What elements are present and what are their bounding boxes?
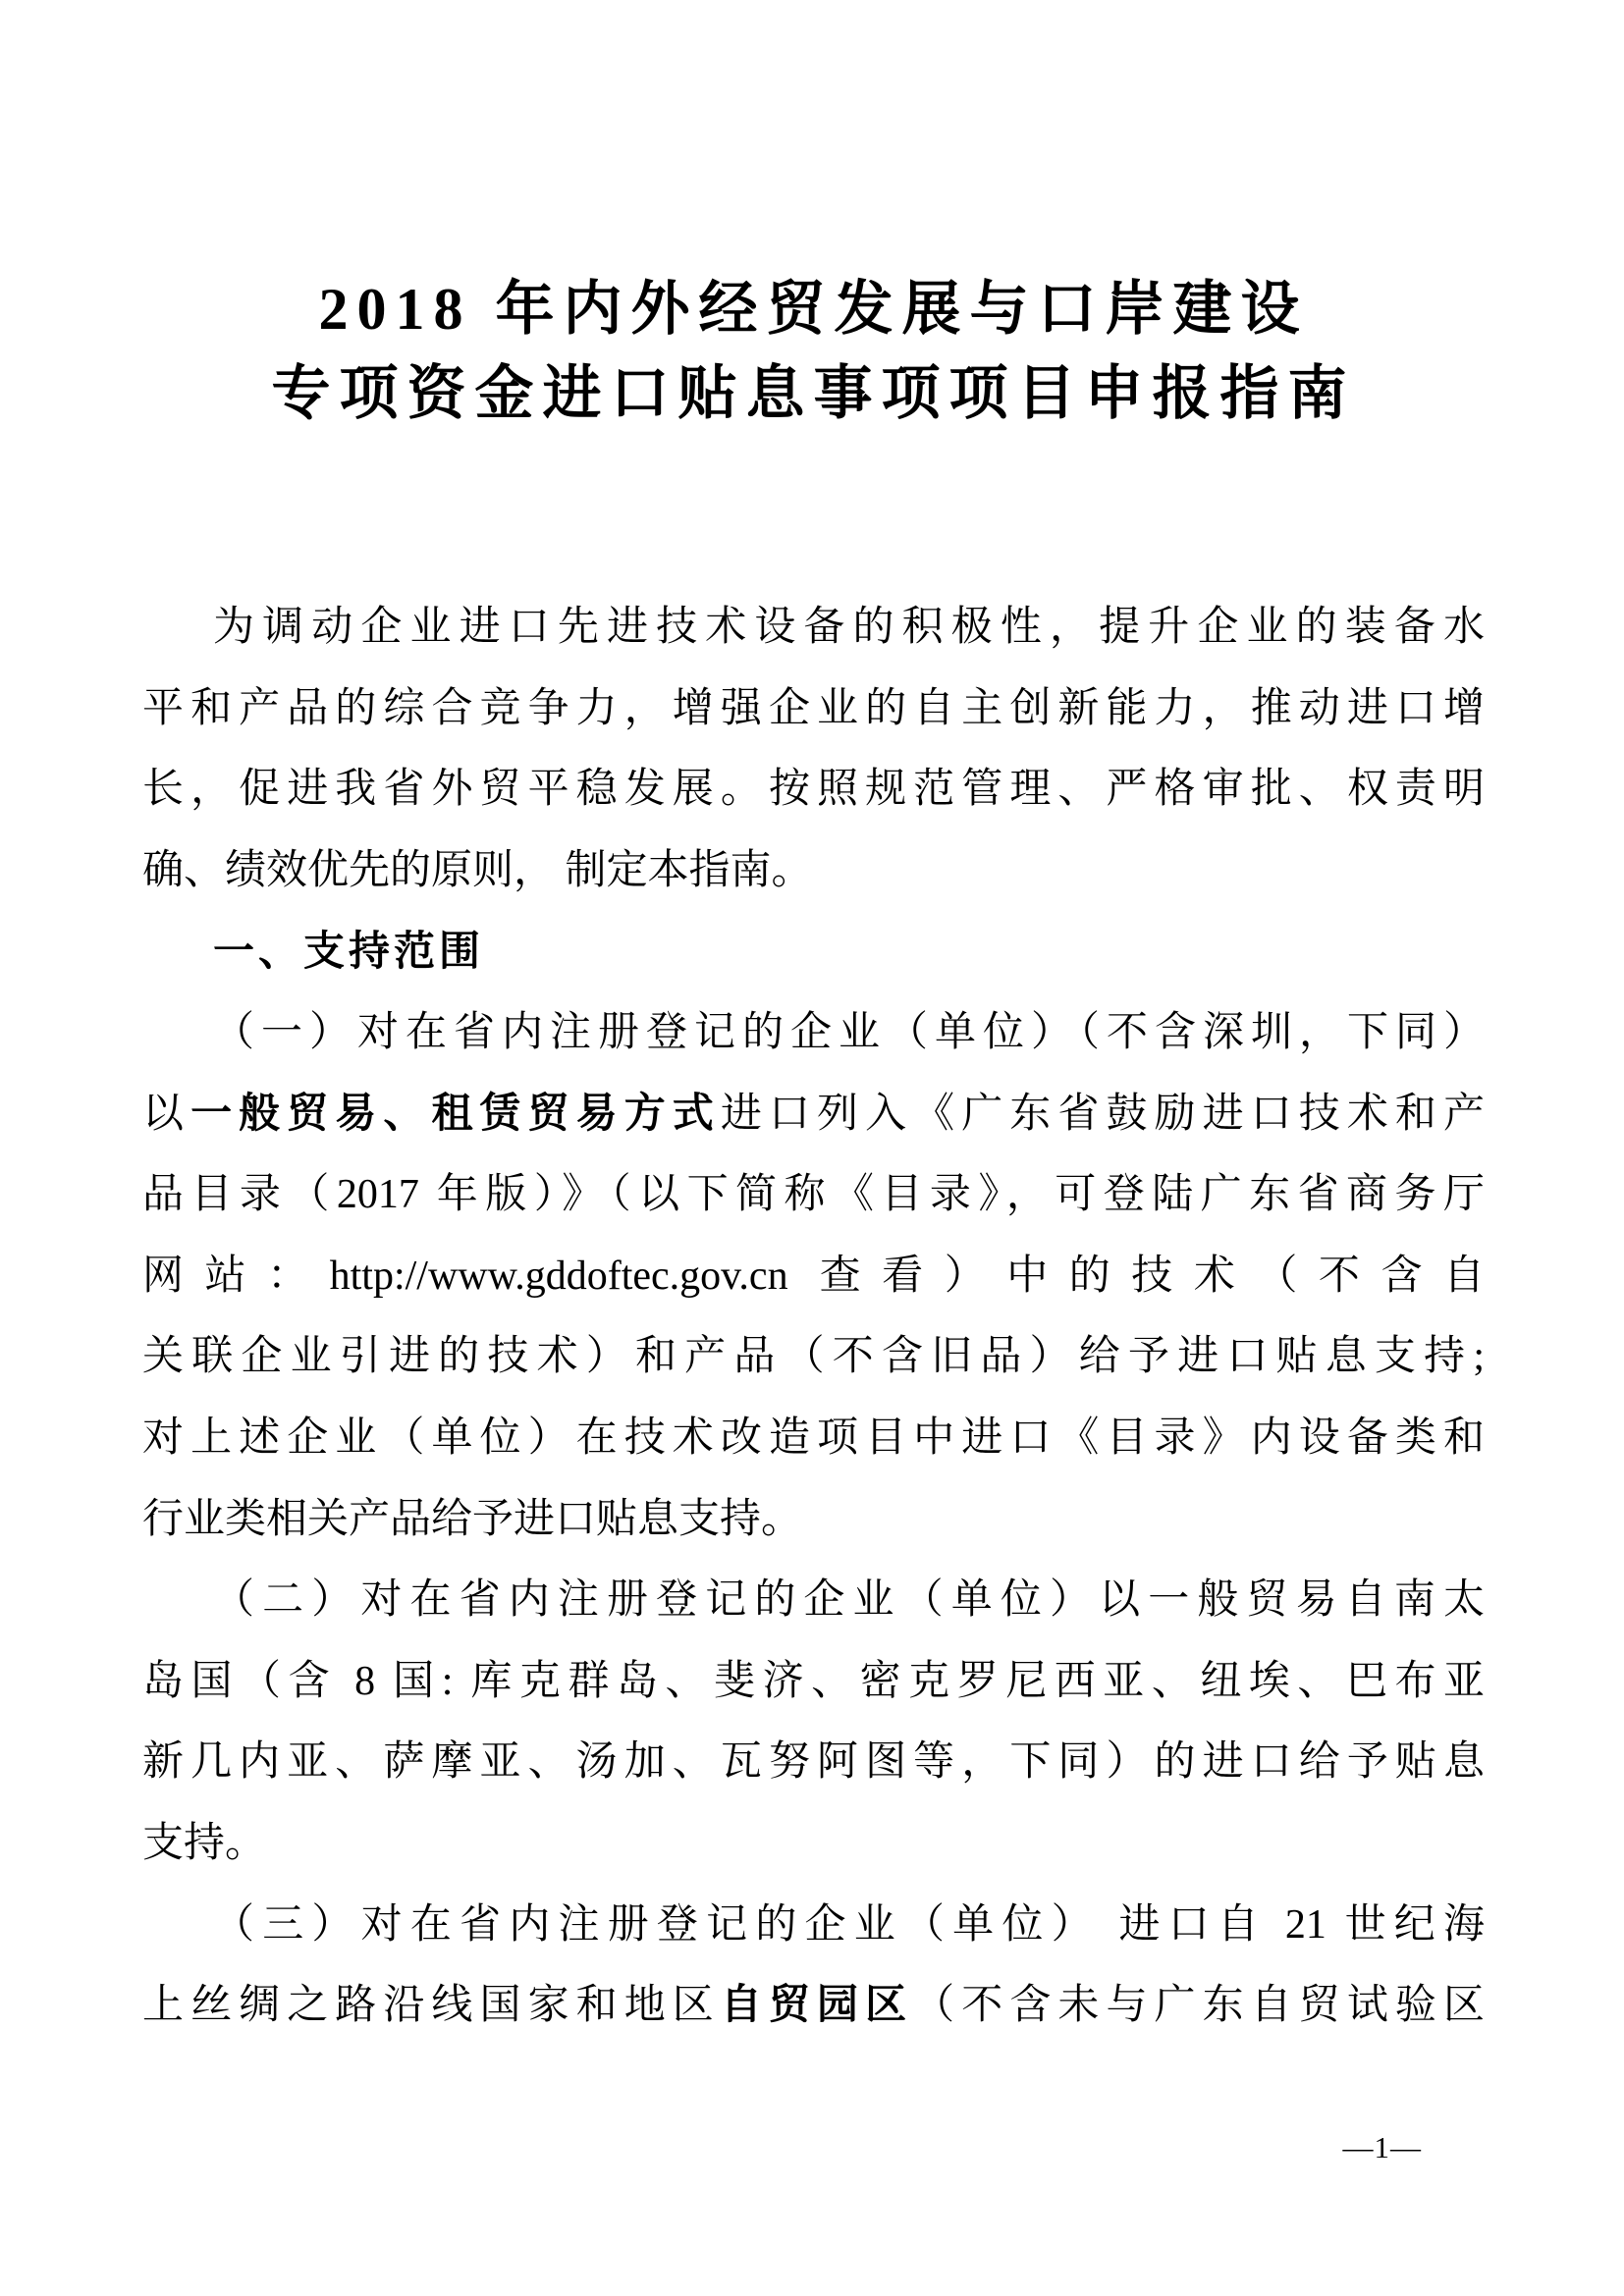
body-text: 长，促进我省外贸平稳发展。按照规范管理、严格审批、权责明	[142, 767, 1485, 813]
body-text: 为调动企业进口先进技术设备的积极性，提升企业的装备水	[213, 605, 1485, 650]
body-line	[142, 1641, 1485, 1723]
body-line	[142, 1316, 1485, 1398]
emphasized-text: 自贸园区	[720, 1983, 914, 2029]
body-line	[142, 1074, 1485, 1155]
body-text: 网站：http://www.gddoftec.gov.cn 查看）中的技术（不含自	[142, 1253, 1485, 1299]
body-text: （二）对在省内注册登记的企业（单位）以一般贸易自南太	[213, 1577, 1485, 1624]
body-text: 品目录（2017 年版）》（以下简称《目录》，可登陆广东省商务厅	[142, 1172, 1485, 1218]
body-text: （不含未与广东自贸试验区	[913, 1983, 1485, 2029]
body-text: 平和产品的综合竞争力，增强企业的自主创新能力，推动进口增	[142, 685, 1485, 731]
body-line	[142, 749, 1485, 830]
document-title-line-1: 2018 年内外经贸发展与口岸建设	[318, 277, 1309, 342]
section-heading	[142, 911, 1485, 992]
body-line	[142, 1722, 1485, 1803]
body-text: 对上述企业（单位）在技术改造项目中进口《目录》内设备类和	[142, 1415, 1485, 1461]
body-line	[142, 1885, 1485, 1966]
body-line	[142, 1560, 1485, 1641]
emphasized-text: 一、支持范围	[213, 928, 485, 975]
document-title-line-2: 专项资金进口贴息事项项目申报指南	[271, 361, 1356, 426]
body-text: 进口列入《广东省鼓励进口技术和产	[720, 1091, 1485, 1137]
body-text: （三）对在省内注册登记的企业（单位） 进口自 21 世纪海	[213, 1901, 1485, 1948]
body-text: 关联企业引进的技术）和产品（不含旧品）给予进口贴息支持;	[142, 1334, 1485, 1380]
emphasized-text: 一般贸易、租赁贸易方式	[190, 1091, 721, 1137]
body-line	[142, 992, 1485, 1074]
page-number: —1—	[1342, 2130, 1422, 2164]
body-text: 上丝绸之路沿线国家和地区	[142, 1983, 721, 2029]
body-text: 以	[142, 1091, 191, 1137]
document-title	[142, 267, 1485, 436]
body-lines	[142, 587, 1485, 2047]
body-line	[142, 668, 1485, 750]
body-line	[142, 587, 1485, 668]
body-text: 支持。	[142, 1820, 267, 1866]
body-text: 岛国（含 8 国: 库克群岛、斐济、密克罗尼西亚、纽埃、巴布亚	[142, 1658, 1485, 1704]
body-line	[142, 1154, 1485, 1236]
body-line	[142, 1236, 1485, 1317]
body-text: 新几内亚、萨摩亚、汤加、瓦努阿图等，下同）的进口给予贴息	[142, 1739, 1485, 1786]
body-text: （一）对在省内注册登记的企业（单位）（不含深圳，下同）	[213, 1009, 1485, 1055]
body-line	[142, 1803, 1485, 1885]
body-text: 确、绩效优先的原则， 制定本指南。	[142, 847, 813, 893]
body-line	[142, 1398, 1485, 1479]
body-line	[142, 1479, 1485, 1561]
body-text: 行业类相关产品给予进口贴息支持。	[142, 1496, 803, 1542]
body-line	[142, 830, 1485, 912]
body-line	[142, 1965, 1485, 2047]
